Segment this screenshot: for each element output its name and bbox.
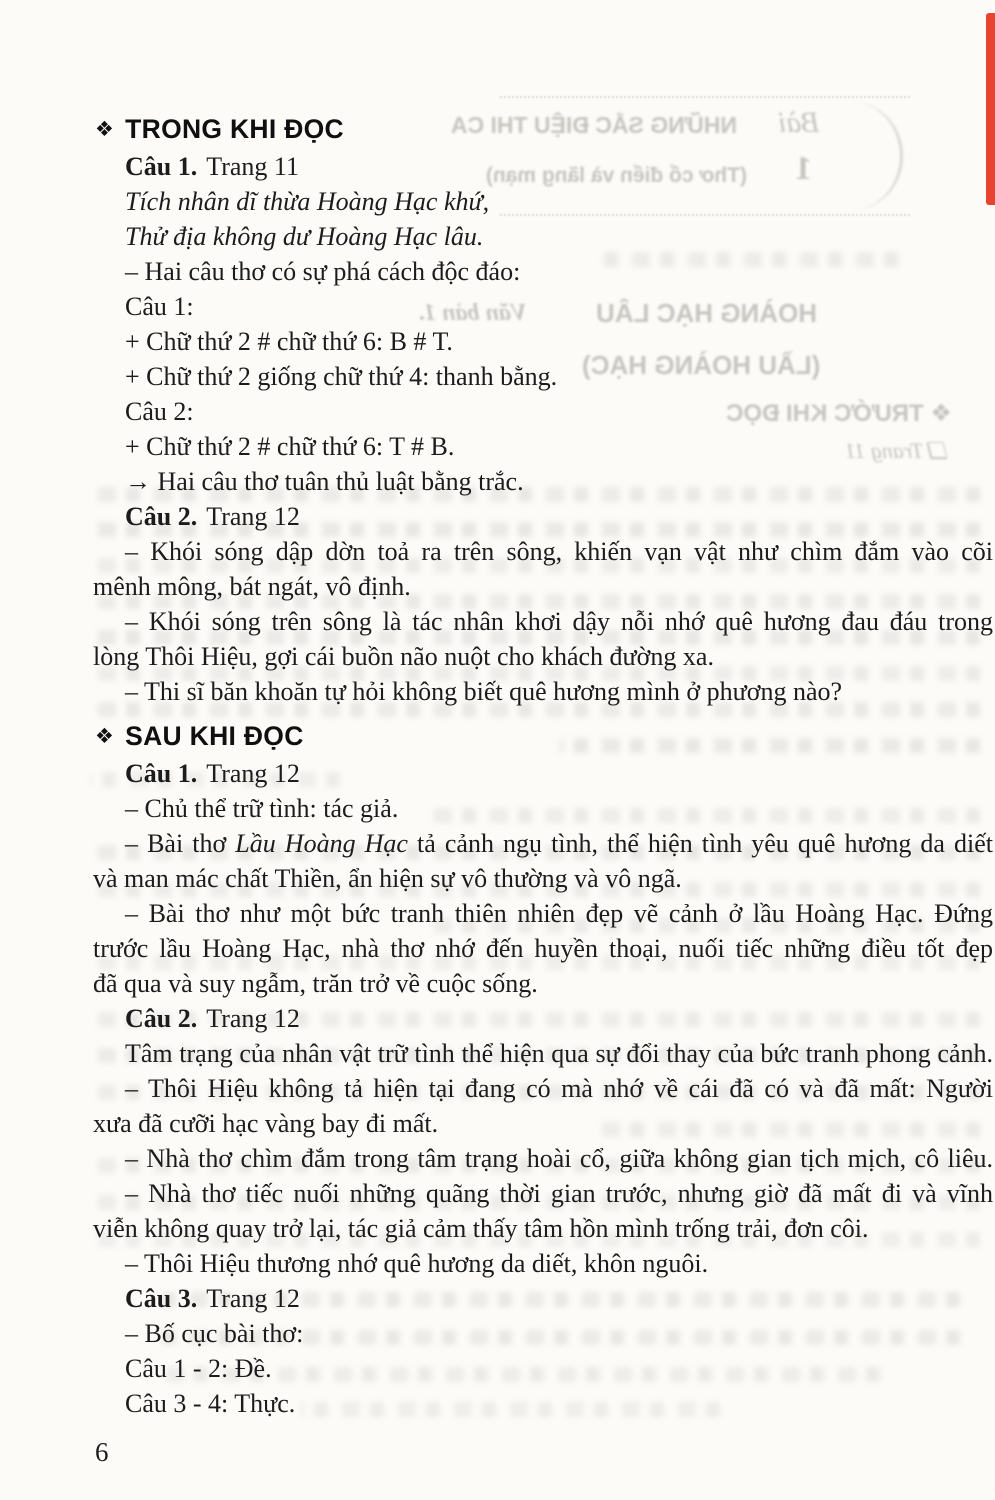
text-line: Câu 1: — [125, 292, 194, 321]
section-heading-trong-khi-doc — [93, 112, 993, 149]
section-heading-sau-khi-doc — [93, 719, 993, 756]
paragraph-line: viễn không quay trở lại, tác giả cảm thấy tâm hồn mình trống trải, đơn côi. — [93, 1214, 869, 1243]
paragraph-line: xưa đã cưỡi hạc vàng bay đi mất. — [93, 1109, 439, 1138]
question-page-ref: Trang 12 — [206, 502, 300, 531]
text-line: + Chữ thứ 2 giống chữ thứ 4: thanh bằng. — [125, 362, 558, 391]
question-header — [93, 1001, 993, 1036]
paragraph-line: trước lầu Hoàng Hạc, nhà thơ nhớ đến huyền thoại, nuối tiếc những điều tốt đẹp — [93, 934, 993, 963]
question-page-ref: Trang 11 — [206, 152, 299, 181]
bleed-unit-number: 1 — [795, 150, 812, 187]
poem-line: Thử địa không dư Hoàng Hạc lâu. — [125, 222, 484, 251]
question-page-ref: Trang 12 — [206, 1004, 300, 1033]
question-page-ref: Trang 12 — [206, 1284, 300, 1313]
text-segment: tả cảnh ngụ tình, thể hiện tình yêu quê hương da diết — [407, 829, 993, 858]
diamond-icon: ❖ — [95, 118, 115, 141]
bleed-poem-title: HOÀNG HẠC LÂU — [596, 298, 817, 328]
bleed-unit-label: Bài — [778, 106, 820, 139]
paragraph-line: đã qua và suy ngẫm, trăn trở về cuộc sống. — [93, 969, 538, 998]
bleed-unit-subtitle: (Thơ cổ điển và lãng mạn) — [485, 164, 747, 187]
question-label: Câu 2. — [125, 502, 198, 531]
main-text — [93, 112, 993, 1421]
text-line: → Hai câu thơ tuân thủ luật bằng trắc. — [125, 467, 524, 496]
question-label: Câu 2. — [125, 1004, 198, 1033]
bleed-trang-ref: ❏ Trang 11 — [845, 438, 949, 463]
poem-line: Tích nhân dĩ thừa Hoàng Hạc khứ, — [125, 187, 490, 216]
red-edge-tab — [986, 13, 995, 205]
text-line: Câu 2: — [125, 397, 194, 426]
paragraph-line: – Bài thơ như một bức tranh thiên nhiên đẹp vẽ cảnh ở lầu Hoàng Hạc. Đứng — [125, 899, 993, 928]
paragraph-line: – Nhà thơ chìm đắm trong tâm trạng hoài cổ, giữa không gian tịch mịch, cô liêu. — [125, 1144, 993, 1173]
paragraph-line: lòng Thôi Hiệu, gợi cái buồn não nuột cho khách đường xa. — [93, 642, 714, 671]
text-line: – Hai câu thơ có sự phá cách độc đáo: — [125, 257, 521, 286]
page-number: 6 — [95, 1437, 109, 1467]
question-label: Câu 3. — [125, 1284, 198, 1313]
work-title-italic: Lầu Hoàng Hạc — [235, 829, 408, 858]
text-line: – Chủ thể trữ tình: tác giả. — [125, 794, 399, 823]
text-segment: – Bài thơ — [125, 829, 236, 858]
paragraph-line — [93, 826, 993, 861]
paragraph-line: – Khói sóng trên sông là tác nhân khơi dậy nỗi nhớ quê hương đau đáu trong — [125, 607, 993, 636]
bleed-van-ban: Văn bản 1. — [418, 300, 527, 326]
bleed-rule-top — [500, 96, 910, 98]
bleed-unit-title: NHỮNG SẮC ĐIỆU THI CA — [450, 112, 737, 138]
paragraph-line: và man mác chất Thiền, ẩn hiện sự vô thường và vô ngã. — [93, 864, 682, 893]
text-line: + Chữ thứ 2 # chữ thứ 6: T # B. — [125, 432, 455, 461]
question-header — [93, 1281, 993, 1316]
text-line: – Thi sĩ băn khoăn tự hỏi không biết quê hương mình ở phương nào? — [125, 677, 843, 706]
paragraph-line: – Khói sóng dập dờn toả ra trên sông, khiến vạn vật như chìm đắm vào cõi — [125, 537, 993, 566]
paragraph-line: – Thôi Hiệu không tả hiện tại đang có mà nhớ về cái đã có và đã mất: Người — [125, 1074, 993, 1103]
section-heading-label: SAU KHI ĐỌC — [125, 721, 304, 751]
question-page-ref: Trang 12 — [206, 759, 300, 788]
paragraph-line: Tâm trạng của nhân vật trữ tình thể hiện qua sự đổi thay của bức tranh phong cảnh. — [125, 1039, 993, 1068]
question-header — [93, 149, 993, 184]
bleed-poem-title-alt: (LẦU HOÀNG HẠC) — [582, 350, 821, 380]
question-label: Câu 1. — [125, 152, 198, 181]
question-label: Câu 1. — [125, 759, 198, 788]
text-line: + Chữ thứ 2 # chữ thứ 6: B # T. — [125, 327, 453, 356]
question-header — [93, 756, 993, 791]
diamond-icon: ❖ — [95, 725, 115, 748]
text-line: Câu 1 - 2: Đề. — [125, 1354, 272, 1383]
text-line: – Thôi Hiệu thương nhớ quê hương da diết, khôn nguôi. — [125, 1249, 709, 1278]
paragraph-line: mênh mông, bát ngát, vô định. — [93, 572, 411, 601]
bleed-truoc-khi-doc: ❖ TRƯỚC KHI ĐỌC — [726, 400, 952, 427]
text-line: – Bố cục bài thơ: — [125, 1319, 304, 1348]
text-line: Câu 3 - 4: Thực. — [125, 1389, 296, 1418]
section-heading-label: TRONG KHI ĐỌC — [125, 114, 344, 144]
question-header — [93, 499, 993, 534]
paragraph-line: – Nhà thơ tiếc nuối những quãng thời gian trước, nhưng giờ đã mất đi và vĩnh — [125, 1179, 993, 1208]
